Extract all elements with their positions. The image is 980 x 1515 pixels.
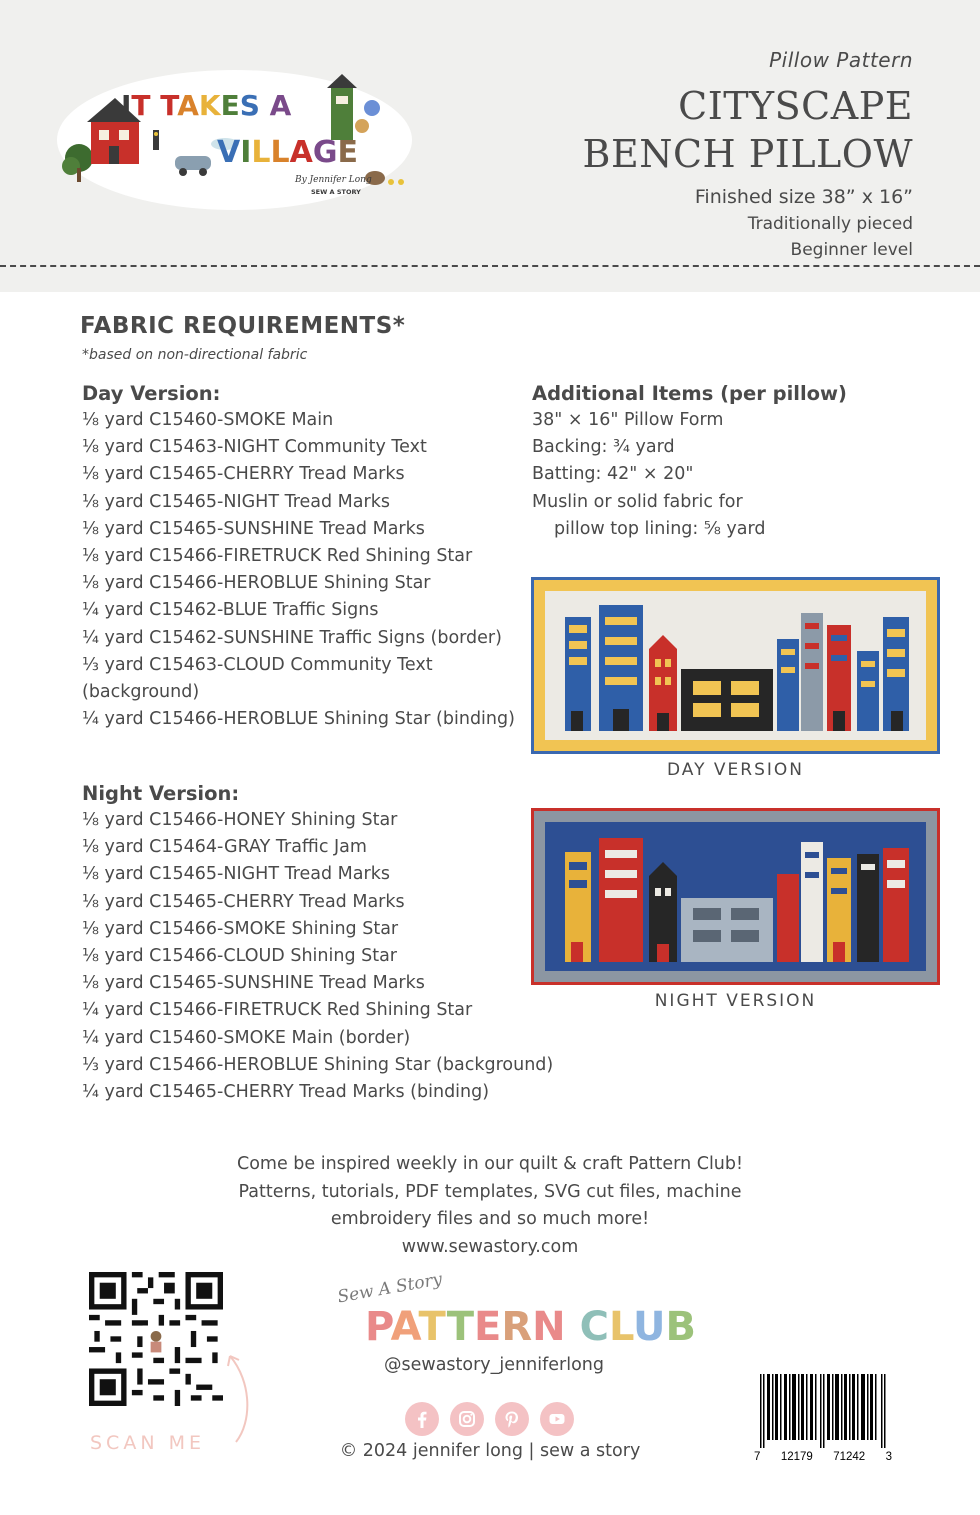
- promo-line3: embroidery files and so much more!: [330, 1209, 650, 1229]
- club-logo-script: Sew A Story: [336, 1269, 444, 1308]
- night-quilt-illustration: [531, 808, 940, 985]
- day-version-list: [82, 380, 522, 733]
- logo-line2: VILLAGE: [217, 135, 358, 170]
- promo-line2: Patterns, tutorials, PDF templates, SVG cut files, machine: [238, 1181, 742, 1202]
- list-item: ¼ yard C15462-BLUE Traffic Signs: [82, 600, 379, 621]
- pattern-info: [493, 48, 913, 260]
- pattern-title-line1: CITYSCAPE: [678, 84, 913, 128]
- day-version-image: [531, 577, 940, 780]
- fabric-requirements-title: FABRIC REQUIREMENTS*: [80, 313, 406, 339]
- finished-size: Finished size 38” x 16”: [694, 186, 913, 208]
- additional-items-list: [532, 380, 952, 543]
- barcode: [748, 1368, 893, 1470]
- pattern-title-line2: BENCH PILLOW: [582, 132, 913, 176]
- list-item: Muslin or solid fabric for: [532, 491, 743, 512]
- barcode-digits-right: 71242: [833, 1451, 866, 1463]
- social-handle[interactable]: @sewastory_jenniferlong: [384, 1355, 604, 1375]
- cut-line-divider: [0, 265, 980, 267]
- night-version-caption: NIGHT VERSION: [654, 991, 817, 1011]
- list-item: 38" × 16" Pillow Form: [532, 410, 724, 430]
- list-item: ⅛ yard C15465-CHERRY Tread Marks: [82, 891, 405, 912]
- list-item: ¼ yard C15466-FIRETRUCK Red Shining Star: [82, 1000, 473, 1021]
- pattern-type: Pillow Pattern: [769, 48, 913, 72]
- night-version-heading: Night Version:: [82, 782, 240, 805]
- list-item: ⅓ yard C15463-CLOUD Community Text: [82, 654, 433, 675]
- pinterest-icon[interactable]: [495, 1402, 529, 1436]
- list-item: ⅛ yard C15464-GRAY Traffic Jam: [82, 837, 367, 858]
- list-item: ⅛ yard C15463-NIGHT Community Text: [82, 437, 427, 458]
- list-item: Backing: ¾ yard: [532, 437, 675, 458]
- list-item: ¼ yard C15462-SUNSHINE Traffic Signs (border): [82, 627, 502, 648]
- copyright: © 2024 jennifer long | sew a story: [339, 1441, 641, 1461]
- list-item: ⅛ yard C15465-CHERRY Tread Marks: [82, 464, 405, 485]
- list-item: ⅛ yard C15460-SMOKE Main: [82, 410, 334, 430]
- promo-line1: Come be inspired weekly in our quilt & craft Pattern Club!: [236, 1154, 744, 1174]
- list-item: ¼ yard C15465-CHERRY Tread Marks (binding): [82, 1082, 490, 1103]
- list-item: pillow top lining: ⅝ yard: [554, 518, 766, 539]
- list-item: ⅛ yard C15466-FIRETRUCK Red Shining Star: [82, 546, 473, 567]
- list-item: (background): [82, 682, 200, 703]
- list-item: ⅛ yard C15466-HEROBLUE Shining Star: [82, 573, 431, 594]
- list-item: ¼ yard C15466-HEROBLUE Shining Star (binding): [82, 709, 515, 730]
- list-item: ¼ yard C15460-SMOKE Main (border): [82, 1027, 411, 1048]
- day-quilt-illustration: [531, 577, 940, 754]
- day-version-heading: Day Version:: [82, 382, 221, 405]
- header-band: [0, 0, 980, 292]
- curved-arrow-icon: [218, 1350, 258, 1450]
- logo-byline: By Jennifer Long: [295, 175, 372, 185]
- qr-code[interactable]: [89, 1272, 223, 1406]
- list-item: ⅛ yard C15466-SMOKE Shining Star: [82, 918, 399, 939]
- club-logo-name: PATTERN CLUB: [365, 1304, 696, 1350]
- pattern-club-promo: [190, 1151, 790, 1261]
- night-version-list: [82, 780, 562, 1106]
- barcode-number: [754, 1451, 892, 1463]
- pattern-club-logo: [335, 1269, 696, 1350]
- scan-me-label: SCAN ME: [90, 1432, 205, 1454]
- day-version-caption: DAY VERSION: [667, 760, 804, 780]
- barcode-bars: [760, 1374, 886, 1448]
- social-links: [405, 1402, 580, 1436]
- facebook-icon[interactable]: [405, 1402, 439, 1436]
- list-item: ⅛ yard C15465-SUNSHINE Tread Marks: [82, 518, 425, 539]
- list-item: ⅛ yard C15465-SUNSHINE Tread Marks: [82, 973, 425, 994]
- barcode-digits-left: 12179: [780, 1451, 813, 1463]
- list-item: Batting: 42" × 20": [532, 464, 694, 485]
- fabric-requirements-note: *based on non-directional fabric: [82, 347, 308, 363]
- it-takes-a-village-logo: [57, 70, 412, 210]
- additional-items-heading: Additional Items (per pillow): [532, 382, 847, 405]
- collection-logo: [57, 70, 412, 210]
- list-item: ⅓ yard C15466-HEROBLUE Shining Star (background): [82, 1054, 554, 1075]
- logo-brand: SEW A STORY: [311, 188, 361, 196]
- skill-level: Beginner level: [790, 240, 913, 260]
- list-item: ⅛ yard C15466-HONEY Shining Star: [82, 810, 398, 830]
- barcode-digit-lead: 7: [754, 1451, 761, 1463]
- website-link[interactable]: www.sewastory.com: [401, 1236, 579, 1257]
- technique: Traditionally pieced: [747, 214, 913, 234]
- list-item: ⅛ yard C15465-NIGHT Tread Marks: [82, 491, 390, 512]
- night-version-image: [531, 808, 940, 1011]
- instagram-icon[interactable]: [450, 1402, 484, 1436]
- youtube-icon[interactable]: [540, 1402, 574, 1436]
- barcode-digit-check: 3: [885, 1451, 892, 1463]
- list-item: ⅛ yard C15465-NIGHT Tread Marks: [82, 864, 390, 885]
- list-item: ⅛ yard C15466-CLOUD Shining Star: [82, 946, 397, 967]
- logo-line1: IT TAKES A: [121, 89, 292, 122]
